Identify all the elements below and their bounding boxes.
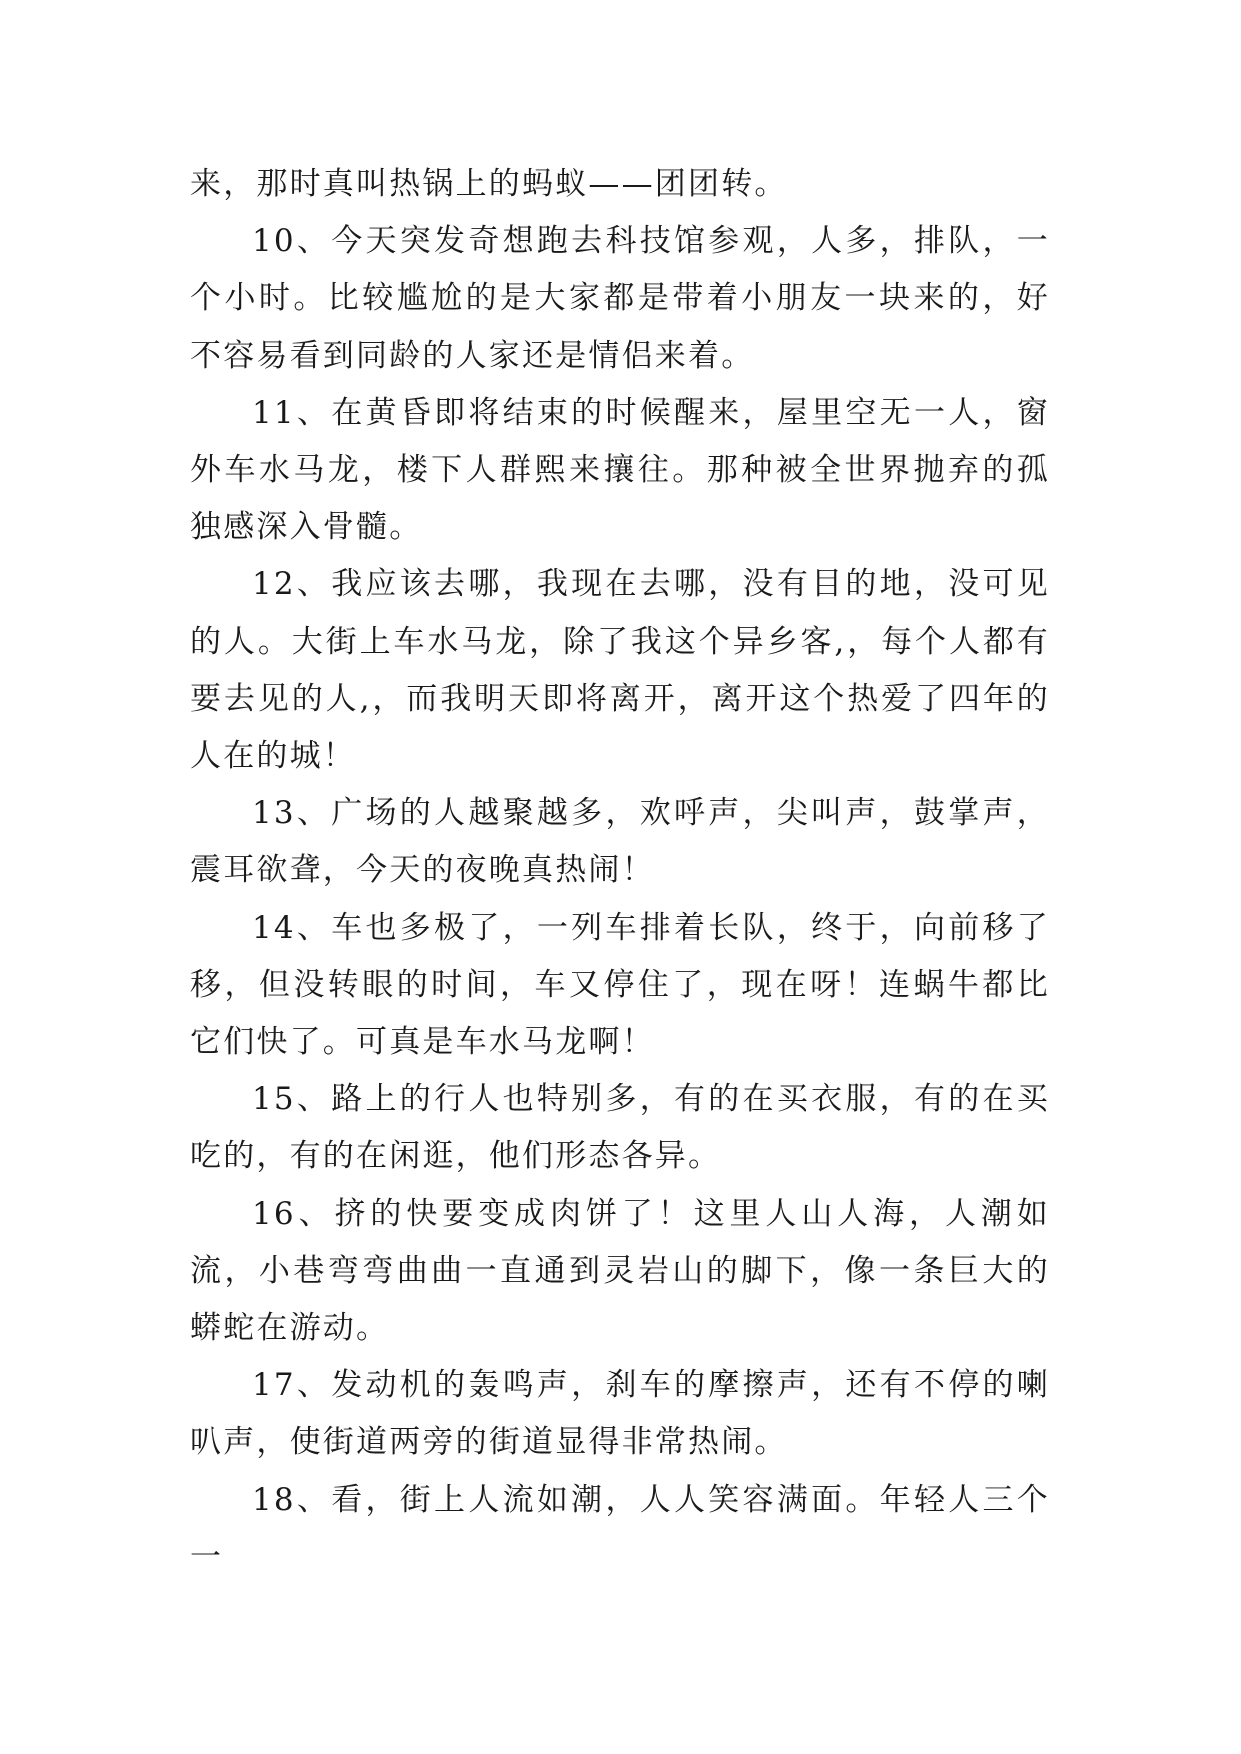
paragraph-continuation: 来，那时真叫热锅上的蚂蚁——团团转。: [190, 166, 788, 202]
paragraph-item-18: 18、看，街上人流如潮，人人笑容满面。年轻人三个一: [190, 1481, 1050, 1575]
paragraph-item-17: 17、发动机的轰鸣声，刹车的摩擦声，还有不停的喇叭声，使街道两旁的街道显得非常热闹。: [190, 1367, 1050, 1461]
paragraph-item-14: 14、车也多极了，一列车排着长队，终于，向前移了移，但没转眼的时间，车又停住了，现在呀！连蜗牛都比它们快了。可真是车水马龙啊！: [190, 909, 1050, 1061]
paragraph-item-11: 11、在黄昏即将结束的时候醒来，屋里空无一人，窗外车水马龙，楼下人群熙来攘往。那种被全世界抛弃的孤独感深入骨髓。: [190, 394, 1050, 546]
paragraph-item-15: 15、路上的行人也特别多，有的在买衣服，有的在买吃的，有的在闲逛，他们形态各异。: [190, 1081, 1050, 1175]
paragraph-item-12: 12、我应该去哪，我现在去哪，没有目的地，没可见的人。大街上车水马龙，除了我这个异乡客,，每个人都有要去见的人,，而我明天即将离开，离开这个热爱了四年的人在的城！: [190, 566, 1050, 775]
paragraph-item-16: 16、挤的快要变成肉饼了！这里人山人海，人潮如流，小巷弯弯曲曲一直通到灵岩山的脚下，像一条巨大的蟒蛇在游动。: [190, 1195, 1050, 1347]
document-body: [190, 156, 1050, 1586]
paragraph-item-13: 13、广场的人越聚越多，欢呼声，尖叫声，鼓掌声，震耳欲聋，今天的夜晚真热闹！: [190, 795, 1050, 889]
paragraph-item-10: 10、今天突发奇想跑去科技馆参观，人多，排队，一个小时。比较尴尬的是大家都是带着小朋友一块来的，好不容易看到同龄的人家还是情侣来着。: [190, 223, 1050, 374]
